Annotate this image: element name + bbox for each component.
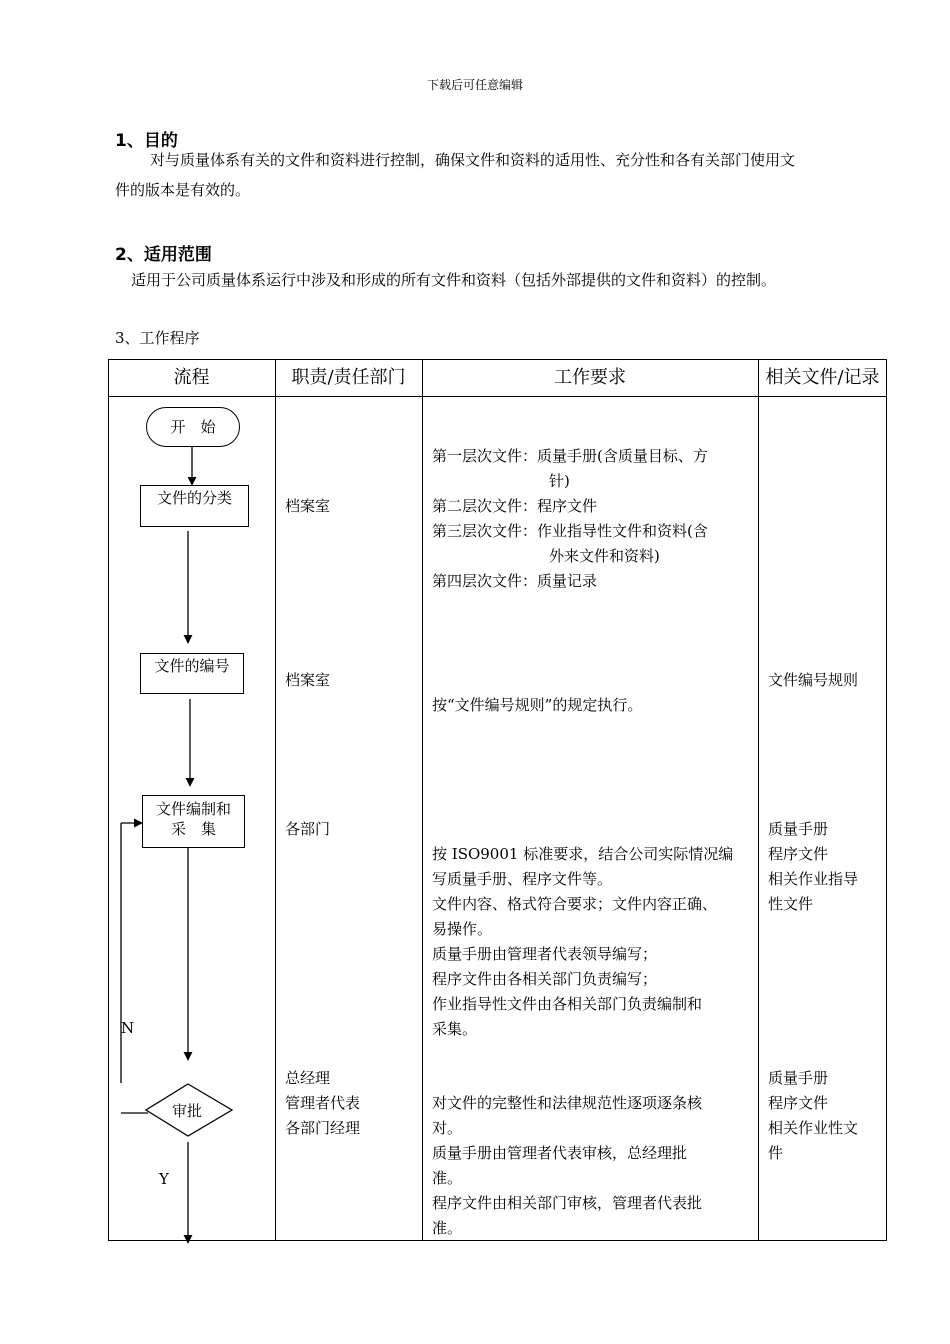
record-line: 质量手册 xyxy=(768,1069,829,1087)
record-line: 程序文件 xyxy=(768,1094,829,1112)
flow-step-compilation-line-1: 文件编制和 xyxy=(155,800,231,818)
row-4-records xyxy=(768,1066,883,1166)
row-4-dept xyxy=(285,1066,360,1141)
row-3-requirements xyxy=(432,842,756,1042)
row-1-dept: 档案室 xyxy=(285,497,331,515)
flow-start-terminal: 开 始 xyxy=(146,407,240,447)
req-line: 程序文件由相关部门审核，管理者代表批 xyxy=(432,1194,703,1212)
flow-step-numbering: 文件的编号 xyxy=(140,653,244,694)
flow-step-compilation xyxy=(142,795,245,848)
section-1-heading: 1、目的 xyxy=(115,131,178,151)
header-dept: 职责/责任部门 xyxy=(291,367,406,388)
record-line: 程序文件 xyxy=(768,845,829,863)
dept-line: 各部门经理 xyxy=(285,1119,361,1137)
row-4-requirements xyxy=(432,1091,756,1241)
flow-decision-approval: 审批 xyxy=(172,1102,203,1120)
record-line: 件 xyxy=(768,1144,784,1162)
record-line: 性文件 xyxy=(768,895,814,913)
req-line: 第四层次文件：质量记录 xyxy=(432,572,598,590)
header-requirements: 工作要求 xyxy=(554,367,626,388)
req-line: 准。 xyxy=(432,1219,463,1237)
header-records: 相关文件/记录 xyxy=(765,367,880,388)
req-line: 准。 xyxy=(432,1169,463,1187)
req-line: 对文件的完整性和法律规范性逐项逐条核 xyxy=(432,1094,703,1112)
req-line: 对。 xyxy=(432,1119,463,1137)
req-line: 外来文件和资料) xyxy=(549,547,660,565)
section-2-text: 适用于公司质量体系运行中涉及和形成的所有文件和资料（包括外部提供的文件和资料）的控制。 xyxy=(131,271,777,289)
req-line: 程序文件由各相关部门负责编写； xyxy=(432,970,658,988)
req-line: 质量手册由管理者代表审核，总经理批 xyxy=(432,1144,688,1162)
record-line: 相关作业指导 xyxy=(768,870,859,888)
row-3-records xyxy=(768,817,883,917)
req-line: 第一层次文件：质量手册(含质量目标、方 xyxy=(432,447,708,465)
req-line: 第三层次文件：作业指导性文件和资料(含 xyxy=(432,522,708,540)
req-line: 采集。 xyxy=(432,1020,478,1038)
flow-label-no: N xyxy=(121,1019,135,1037)
row-2-records: 文件编号规则 xyxy=(768,671,859,689)
section-1-text-line-1: 对与质量体系有关的文件和资料进行控制，确保文件和资料的适用性、充分性和各有关部门使用文 xyxy=(150,151,796,169)
req-line: 针) xyxy=(549,472,570,490)
section-1-text-line-2: 件的版本是有效的。 xyxy=(115,181,251,199)
header-flow: 流程 xyxy=(173,367,210,388)
row-1-requirements xyxy=(432,444,752,594)
section-3-heading: 3、工作程序 xyxy=(115,329,200,347)
req-line: 质量手册由管理者代表领导编写； xyxy=(432,945,658,963)
req-line: 按 ISO9001 标准要求，结合公司实际情况编 xyxy=(432,845,734,863)
req-line: 写质量手册、程序文件等。 xyxy=(432,870,613,888)
download-note: 下载后可任意编辑 xyxy=(426,78,523,92)
req-line: 易操作。 xyxy=(432,920,493,938)
req-line: 作业指导性文件由各相关部门负责编制和 xyxy=(432,995,703,1013)
row-2-dept: 档案室 xyxy=(285,671,331,689)
row-2-requirements: 按“文件编号规则”的规定执行。 xyxy=(432,696,643,714)
dept-line: 管理者代表 xyxy=(285,1094,361,1112)
row-3-dept: 各部门 xyxy=(285,820,331,838)
req-line: 文件内容、格式符合要求；文件内容正确、 xyxy=(432,895,718,913)
section-2-heading: 2、适用范围 xyxy=(115,245,212,265)
flow-step-compilation-line-2: 采 集 xyxy=(170,820,216,838)
dept-line: 总经理 xyxy=(285,1069,331,1087)
flow-label-yes: Y xyxy=(159,1170,169,1188)
record-line: 相关作业性文 xyxy=(768,1119,859,1137)
record-line: 质量手册 xyxy=(768,820,829,838)
flow-step-classification: 文件的分类 xyxy=(140,485,249,527)
req-line: 第二层次文件：程序文件 xyxy=(432,497,598,515)
